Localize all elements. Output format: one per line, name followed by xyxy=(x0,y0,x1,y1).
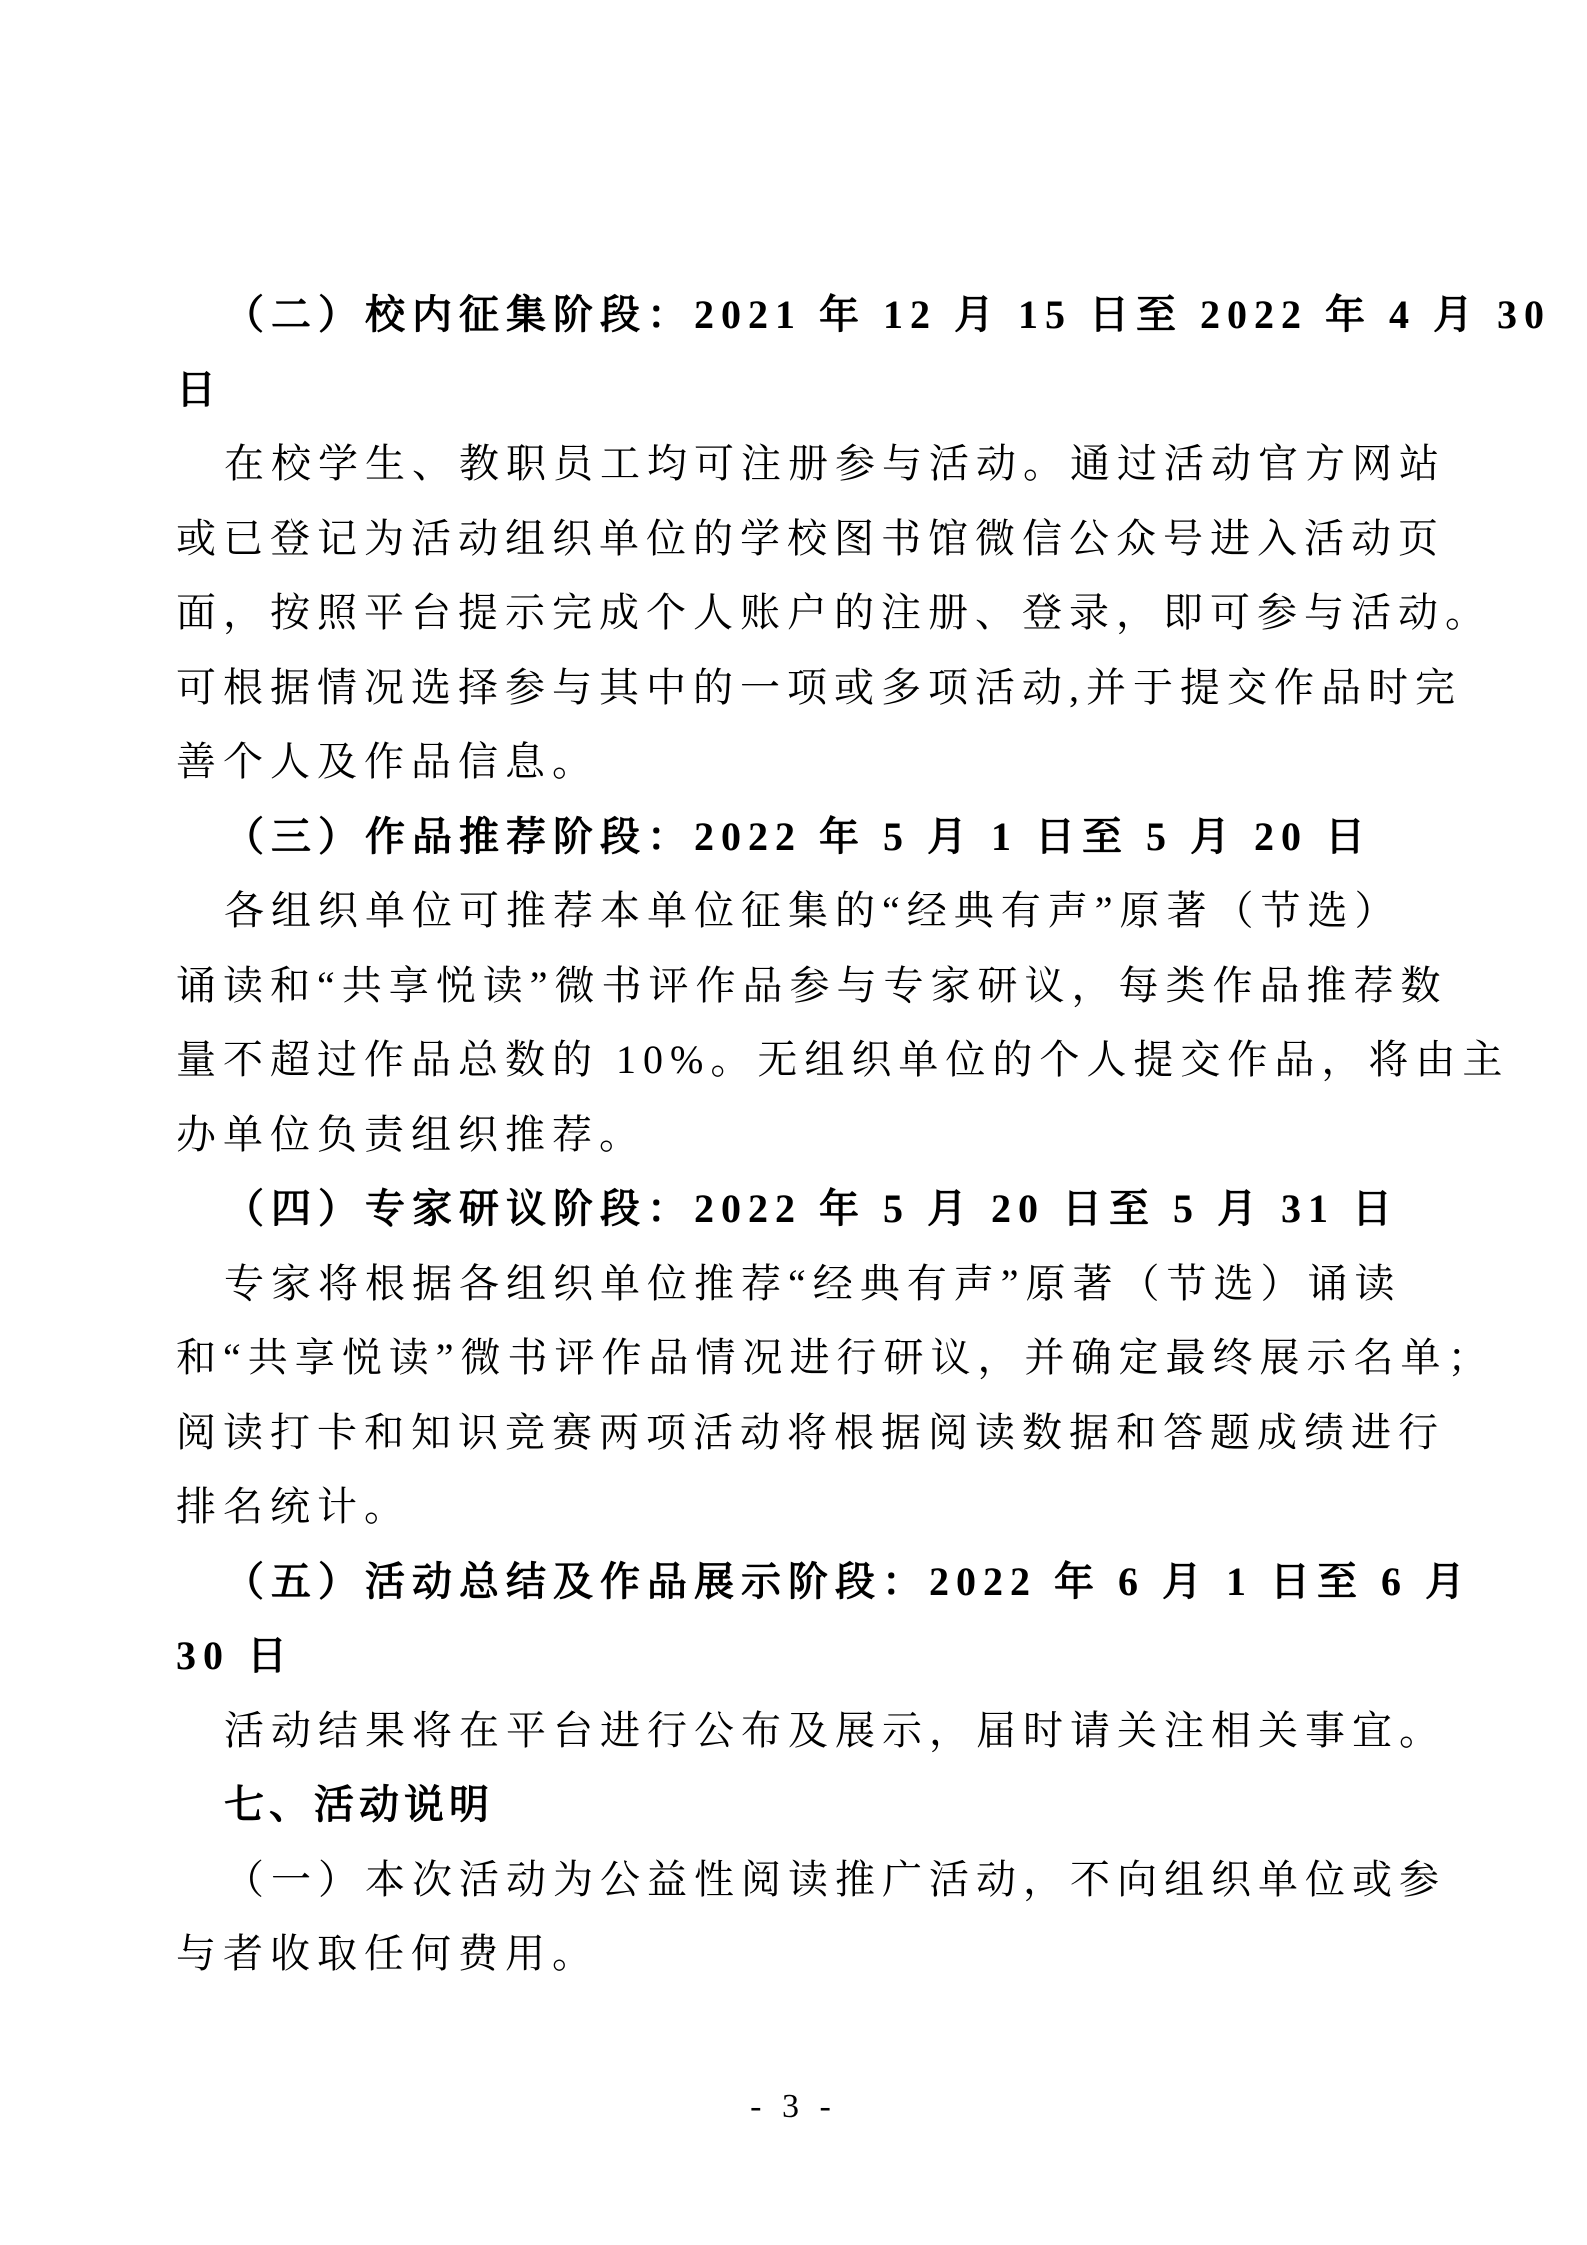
section-2-title-line-2: 日 xyxy=(176,366,223,412)
section-4-paragraph-line-1: 专家将根据各组织单位推荐“经典有声”原著（节选）诵读 xyxy=(224,1260,1402,1306)
section-4-paragraph-line-3: 阅读打卡和知识竞赛两项活动将根据阅读数据和答题成绩进行 xyxy=(176,1409,1445,1455)
section-5-title-line-1: （五）活动总结及作品展示阶段：2022 年 6 月 1 日至 6 月 xyxy=(224,1558,1472,1604)
section-2-paragraph-line-1: 在校学生、教职员工均可注册参与活动。通过活动官方网站 xyxy=(224,441,1446,486)
section-3-paragraph-line-1: 各组织单位可推荐本单位征集的“经典有声”原著（节选） xyxy=(224,888,1402,933)
section-4-title: （四）专家研议阶段：2022 年 5 月 20 日至 5 月 31 日 xyxy=(224,1186,1399,1231)
section-5-title-line-2: 30 日 xyxy=(176,1633,294,1678)
section-2-paragraph-line-4: 可根据情况选择参与其中的一项或多项活动,并于提交作品时完 xyxy=(176,664,1462,710)
section-3-paragraph-line-3: 量不超过作品总数的 10%。无组织单位的个人提交作品，将由主 xyxy=(176,1037,1510,1082)
section-4-paragraph-line-4: 排名统计。 xyxy=(176,1484,411,1529)
section-3-paragraph-line-2: 诵读和“共享悦读”微书评作品参与专家研议，每类作品推荐数 xyxy=(176,962,1448,1008)
section-2-paragraph-line-3: 面，按照平台提示完成个人账户的注册、登录，即可参与活动。 xyxy=(176,590,1492,635)
chapter-7-heading: 七、活动说明 xyxy=(224,1783,494,1827)
chapter-7-item-1-line-2: 与者收取任何费用。 xyxy=(176,1931,599,1976)
section-2-title-line-1: （二）校内征集阶段：2021 年 12 月 15 日至 2022 年 4 月 30 xyxy=(224,292,1551,337)
chapter-7-item-1-line-1: （一）本次活动为公益性阅读推广活动，不向组织单位或参 xyxy=(224,1856,1446,1902)
section-3-title: （三）作品推荐阶段：2022 年 5 月 1 日至 5 月 20 日 xyxy=(224,813,1372,859)
section-2-paragraph-line-5: 善个人及作品信息。 xyxy=(176,739,599,784)
section-3-paragraph-line-4: 办单位负责组织推荐。 xyxy=(176,1111,646,1157)
section-5-paragraph-line-1: 活动结果将在平台进行公布及展示，届时请关注相关事宜。 xyxy=(224,1707,1446,1753)
section-2-paragraph-line-2: 或已登记为活动组织单位的学校图书馆微信公众号进入活动页 xyxy=(176,515,1445,561)
page-number: - 3 - xyxy=(750,2088,837,2125)
document-body xyxy=(176,278,1551,1992)
section-4-paragraph-line-2: 和“共享悦读”微书评作品情况进行研议，并确定最终展示名单； xyxy=(176,1335,1495,1380)
